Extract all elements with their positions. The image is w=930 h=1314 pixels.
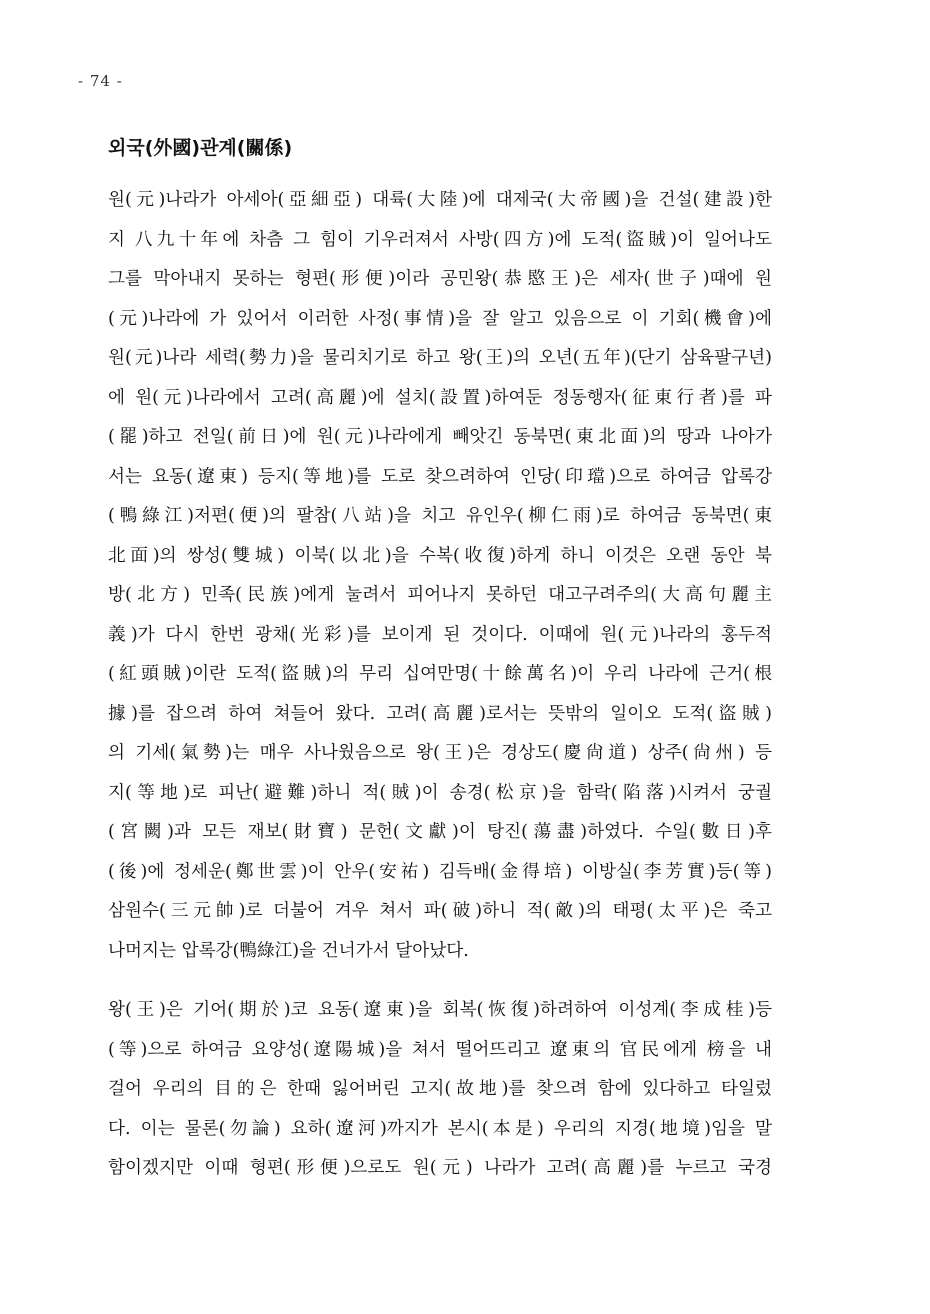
text-line: 나머지는 압록강(鴨綠江)을 건너가서 달아났다. — [108, 940, 469, 961]
text-line: 원(元)나라 세력(勢力)을 물리치기로 하고 왕(王)의 오년(五年)(단기 삼육팔구년) — [108, 348, 772, 368]
text-line: 에 원(元)나라에서 고려(高麗)에 설치(設置)하여둔 정동행자(征東行者)를 파 — [108, 387, 772, 408]
text-line: (等)으로 하여금 요양성(遼陽城)을 쳐서 떨어뜨리고 遼東의 官民에게 榜을 내 — [108, 1039, 772, 1060]
text-line: 걸어 우리의 目的은 한때 잃어버린 고지(故地)를 찾으려 함에 있다하고 타일렀 — [108, 1079, 772, 1099]
text-line: 지 八九十年에 차츰 그 힘이 기우러져서 사방(四方)에 도적(盜賊)이 일어나도 — [108, 229, 772, 250]
text-line: 삼원수(三元帥)로 더불어 겨우 쳐서 파(破)하니 적(敵)의 태평(太平)은 죽고 — [108, 901, 772, 921]
text-line: (宮闕)과 모든 재보(財寶) 문헌(文獻)이 탕진(蕩盡)하였다. 수일(數日)후 — [108, 822, 772, 842]
text-line: 서는 요동(遼東) 등지(等地)를 도로 찾으려하여 인당(印璫)으로 하여금 압록강 — [108, 466, 772, 487]
text-line: 據)를 잡으려 하여 쳐들어 왔다. 고려(高麗)로서는 뜻밖의 일이오 도적(盜賊) — [108, 703, 772, 724]
text-line: 방(北方) 민족(民族)에게 눌려서 피어나지 못하던 대고구려주의(大高句麗主 — [108, 585, 772, 605]
paragraph-2 — [108, 993, 772, 1191]
text-line: 다. 이는 물론(勿論) 요하(遼河)까지가 본시(本是) 우리의 지경(地境)임을 말 — [108, 1118, 772, 1139]
paragraph-1 — [108, 183, 772, 973]
text-line: (後)에 정세운(鄭世雲)이 안우(安祐) 김득배(金得培) 이방실(李芳實)등(等) — [108, 861, 772, 882]
text-line: 의 기세(氣勢)는 매우 사나웠음으로 왕(王)은 경상도(慶尙道) 상주(尙州) 등 — [108, 743, 772, 763]
text-line: 그를 막아내지 못하는 형편(形便)이라 공민왕(恭愍王)은 세자(世子)때에 원 — [108, 269, 772, 289]
text-line: 왕(王)은 기어(期於)코 요동(遼東)을 회복(恢復)하려하여 이성계(李成桂)등 — [108, 1000, 772, 1020]
text-line: 함이겠지만 이때 형편(形便)으로도 원(元) 나라가 고려(高麗)를 누르고 국경 — [108, 1158, 772, 1178]
text-line: (紅頭賊)이란 도적(盜賊)의 무리 십여만명(十餘萬名)이 우리 나라에 근거(根 — [108, 664, 772, 684]
text-line: 지(等地)로 피난(避難)하니 적(賊)이 송경(松京)을 함락(陷落)시켜서 궁궐 — [108, 782, 772, 803]
text-line: (元)나라에 가 있어서 이러한 사정(事情)을 잘 알고 있음으로 이 기회(機會)에 — [108, 308, 772, 329]
page-number: - 74 - — [78, 72, 123, 90]
text-line: 원(元)나라가 아세아(亞細亞) 대륙(大陸)에 대제국(大帝國)을 건설(建設)한 — [108, 190, 772, 210]
text-line: (鴨綠江)저편(便)의 팔참(八站)을 치고 유인우(柳仁雨)로 하여금 동북면(東 — [108, 506, 772, 526]
text-line: (罷)하고 전일(前日)에 원(元)나라에게 빼앗긴 동북면(東北面)의 땅과 나아가 — [108, 427, 772, 447]
text-line: 義)가 다시 한번 광채(光彩)를 보이게 된 것이다. 이때에 원(元)나라의 홍두적 — [108, 624, 772, 645]
section-title: 외국(外國)관계(關係) — [108, 137, 293, 159]
text-line: 北面)의 쌍성(雙城) 이북(以北)을 수복(收復)하게 하니 이것은 오랜 동안 북 — [108, 545, 772, 566]
